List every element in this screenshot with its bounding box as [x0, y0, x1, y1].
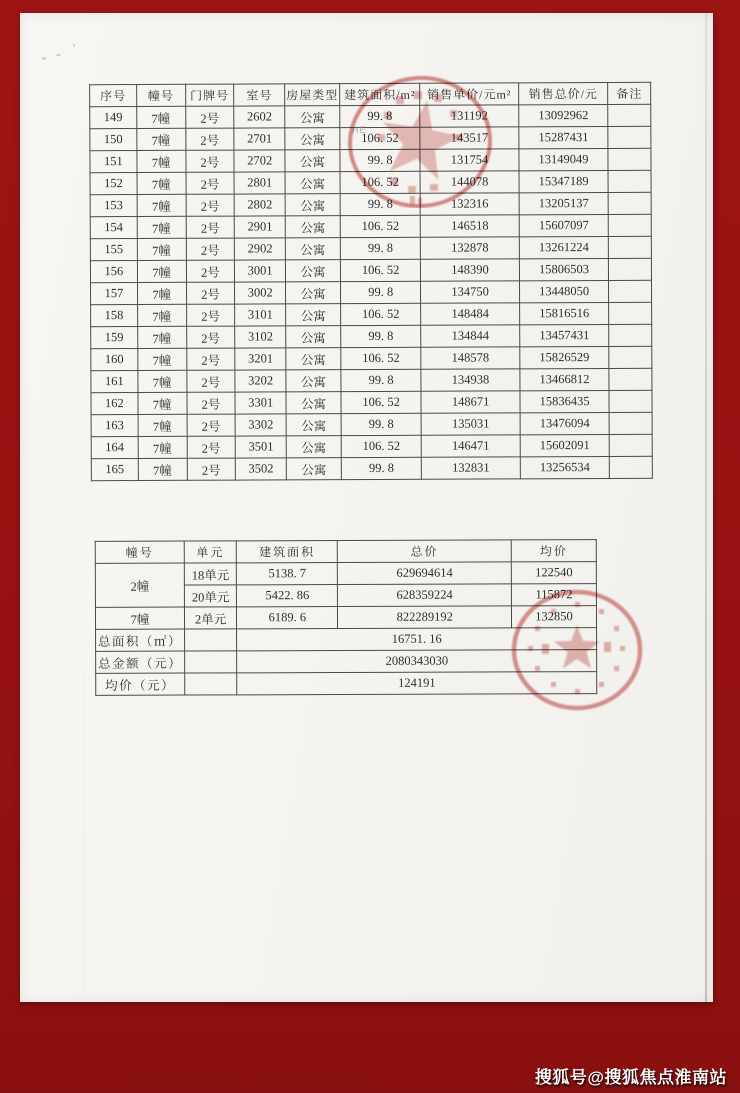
- table-cell: [609, 280, 652, 302]
- column-header: 室号: [234, 84, 285, 106]
- table-header-row: [95, 540, 596, 564]
- document-page: [20, 13, 713, 1002]
- table-cell: 629694614: [338, 562, 512, 585]
- table-cell: 99. 8: [341, 281, 421, 303]
- paper-speck: [42, 57, 46, 60]
- table-cell: 132878: [421, 237, 520, 259]
- building-cell: 7幢: [95, 607, 184, 629]
- table-cell: 7幢: [137, 304, 186, 326]
- table-cell: 2702: [234, 150, 285, 172]
- table-row: [90, 170, 651, 194]
- table-cell: [608, 214, 651, 236]
- table-cell: 3301: [235, 392, 286, 414]
- column-header: 销售总价/元: [518, 82, 608, 104]
- table-cell: 3202: [235, 370, 286, 392]
- table-cell: 153: [90, 195, 137, 217]
- table-cell: 2号: [186, 260, 235, 282]
- table-cell: 2802: [234, 194, 285, 216]
- table-cell: 7幢: [137, 216, 186, 238]
- paper-speck: [73, 44, 75, 47]
- table-cell: [609, 258, 652, 280]
- table-cell: 2号: [186, 326, 235, 348]
- table-cell: 132316: [420, 193, 519, 215]
- table-cell: 134844: [421, 325, 520, 347]
- table-row: [91, 390, 652, 414]
- table-cell: 20单元: [184, 585, 237, 607]
- table-cell: 2单元: [184, 607, 237, 629]
- table-row: [90, 236, 651, 260]
- summary-row: [96, 650, 597, 674]
- table-cell: 150: [90, 129, 137, 151]
- table-cell: 131754: [420, 149, 519, 171]
- table-cell: 15816516: [519, 302, 609, 324]
- table-cell: 公寓: [286, 304, 341, 326]
- table-cell: 131192: [420, 105, 519, 127]
- table-cell: 15806503: [519, 258, 609, 280]
- summary-label: 总面积（㎡）: [96, 629, 185, 651]
- table-cell: [609, 346, 652, 368]
- table-cell: 99. 8: [340, 149, 420, 171]
- column-header: 销售单价/元m²: [420, 83, 519, 105]
- table-cell: 公寓: [285, 194, 340, 216]
- table-cell: 公寓: [285, 238, 340, 260]
- column-header: 建筑面积/m²: [340, 83, 420, 105]
- column-header: 单元: [184, 541, 237, 563]
- table-cell: 15607097: [519, 214, 609, 236]
- table-cell: 7幢: [137, 172, 186, 194]
- faint-print-mark: HE: [352, 125, 367, 135]
- table-cell: 154: [90, 217, 137, 239]
- table-cell: 2号: [186, 238, 235, 260]
- table-cell: [610, 456, 653, 478]
- table-cell: 155: [90, 239, 137, 261]
- table-row: [90, 126, 651, 150]
- table-cell: 2号: [185, 150, 234, 172]
- table-cell: 15347189: [519, 170, 609, 192]
- table-cell: 13448050: [519, 280, 609, 302]
- table-cell: 7幢: [138, 370, 187, 392]
- watermark-text: 搜狐号@搜狐焦点淮南站: [534, 1068, 727, 1087]
- summary-label: 均价（元）: [96, 673, 185, 695]
- table-cell: 106. 52: [341, 303, 421, 325]
- table-cell: 7幢: [137, 238, 186, 260]
- summary-row: [96, 672, 597, 696]
- table-row: [91, 324, 652, 348]
- table-cell: 7幢: [137, 194, 186, 216]
- table-row: [95, 606, 596, 630]
- table-cell: 3001: [235, 260, 286, 282]
- table-cell: 7幢: [137, 150, 186, 172]
- table-cell: [185, 673, 238, 695]
- table-row: [95, 562, 596, 586]
- table-row: [90, 214, 651, 238]
- column-header: 序号: [90, 85, 137, 107]
- table-cell: 2902: [235, 238, 286, 260]
- table-cell: 7幢: [137, 282, 186, 304]
- table-cell: [608, 148, 651, 170]
- table-cell: 7幢: [138, 458, 187, 480]
- table-cell: 2701: [234, 128, 285, 150]
- column-header: 门牌号: [185, 84, 234, 106]
- table-cell: 2801: [234, 172, 285, 194]
- table-cell: 148390: [421, 259, 520, 281]
- table-cell: 99. 8: [340, 237, 420, 259]
- table-cell: 122540: [511, 562, 596, 584]
- table-cell: 157: [91, 283, 138, 305]
- table-cell: 15826529: [520, 346, 610, 368]
- table-cell: [184, 651, 237, 673]
- unit-price-table: [89, 82, 653, 481]
- table-cell: 106. 52: [340, 215, 420, 237]
- table-cell: 106. 52: [341, 347, 421, 369]
- table-cell: 2号: [186, 304, 235, 326]
- table-cell: 149: [90, 107, 137, 129]
- table-cell: 143517: [420, 127, 519, 149]
- table-cell: 106. 52: [341, 435, 421, 457]
- table-row: [90, 258, 651, 282]
- table-cell: 2号: [186, 282, 235, 304]
- table-cell: [608, 126, 651, 148]
- summary-label: 总金额（元）: [96, 651, 185, 673]
- table-cell: 7幢: [137, 260, 186, 282]
- table-row: [90, 148, 651, 172]
- table-cell: 3201: [235, 348, 286, 370]
- table-cell: [608, 170, 651, 192]
- table-row: [91, 412, 652, 436]
- table-cell: 公寓: [286, 414, 341, 436]
- table-cell: 115872: [511, 584, 596, 606]
- table-cell: 公寓: [285, 128, 340, 150]
- table-cell: 公寓: [286, 436, 341, 458]
- summary-table: [95, 539, 598, 696]
- table-cell: 163: [91, 415, 138, 437]
- table-cell: 2号: [187, 414, 236, 436]
- table-cell: 134750: [421, 281, 520, 303]
- table-cell: [609, 236, 652, 258]
- table-cell: 106. 52: [341, 391, 421, 413]
- column-header: 总价: [338, 540, 512, 563]
- table-cell: 2号: [186, 348, 235, 370]
- table-cell: 5422. 86: [237, 585, 338, 607]
- table-cell: 2号: [187, 458, 236, 480]
- table-cell: 7幢: [137, 128, 186, 150]
- column-header: 房屋类型: [285, 84, 340, 106]
- scan-shadow-line: [84, 673, 85, 993]
- summary-value: 2080343030: [237, 650, 597, 673]
- table-cell: 公寓: [286, 458, 341, 480]
- table-cell: 148578: [421, 347, 520, 369]
- table-cell: 134938: [421, 369, 520, 391]
- table-cell: 7幢: [138, 348, 187, 370]
- table-cell: 3101: [235, 304, 286, 326]
- table-cell: 132850: [512, 606, 597, 628]
- table-cell: 公寓: [286, 282, 341, 304]
- table-cell: 161: [91, 371, 138, 393]
- table-cell: 2号: [187, 392, 236, 414]
- table-cell: 7幢: [136, 106, 185, 128]
- table-cell: 822289192: [338, 606, 512, 629]
- column-header: 均价: [511, 540, 596, 562]
- table-cell: 3502: [236, 458, 287, 480]
- table-cell: 公寓: [286, 326, 341, 348]
- table-cell: 13092962: [519, 104, 609, 126]
- table-cell: 135031: [421, 413, 520, 435]
- table-cell: 99. 8: [341, 369, 421, 391]
- table-cell: 公寓: [286, 348, 341, 370]
- table-cell: 公寓: [285, 216, 340, 238]
- table-cell: [609, 412, 652, 434]
- table-cell: 99. 8: [341, 413, 421, 435]
- table-cell: 15287431: [519, 126, 609, 148]
- table-cell: 106. 52: [340, 171, 420, 193]
- table-cell: 13466812: [520, 368, 610, 390]
- table-cell: 144078: [420, 171, 519, 193]
- table-cell: 148484: [421, 303, 520, 325]
- table-cell: 156: [90, 261, 137, 283]
- table-cell: [608, 192, 651, 214]
- table-cell: 148671: [421, 391, 520, 413]
- table-cell: 628359224: [338, 584, 512, 607]
- table-cell: 2901: [235, 216, 286, 238]
- table-cell: 13256534: [520, 456, 610, 478]
- table-cell: 15836435: [520, 390, 610, 412]
- table-cell: [609, 302, 652, 324]
- column-header: 建筑面积: [237, 541, 338, 563]
- table-cell: 13457431: [520, 324, 610, 346]
- column-header: 幢号: [136, 84, 185, 106]
- table-cell: 2号: [185, 106, 234, 128]
- table-cell: 2602: [234, 106, 285, 128]
- column-header: 幢号: [95, 541, 184, 563]
- table-cell: 5138. 7: [237, 563, 338, 585]
- table-cell: 151: [90, 151, 137, 173]
- table-cell: 7幢: [138, 414, 187, 436]
- table-cell: [609, 390, 652, 412]
- table-cell: 6189. 6: [237, 607, 338, 629]
- table-row: [90, 192, 651, 216]
- table-row: [91, 346, 652, 370]
- table-cell: 146471: [421, 435, 520, 457]
- table-cell: 公寓: [286, 392, 341, 414]
- table-cell: 106. 52: [340, 259, 420, 281]
- table-row: [90, 104, 651, 128]
- table-cell: 公寓: [286, 370, 341, 392]
- table-cell: 公寓: [285, 172, 340, 194]
- table-row: [91, 434, 652, 458]
- table-cell: 2号: [185, 128, 234, 150]
- table-cell: 3302: [235, 414, 286, 436]
- table-cell: 公寓: [285, 106, 340, 128]
- table-cell: 2号: [186, 370, 235, 392]
- table-cell: 3102: [235, 326, 286, 348]
- table-cell: 18单元: [184, 563, 237, 585]
- table-cell: 99. 8: [340, 193, 420, 215]
- table-cell: 13261224: [519, 236, 609, 258]
- summary-value: 16751. 16: [237, 628, 597, 651]
- table-cell: [609, 368, 652, 390]
- table-cell: 2号: [186, 216, 235, 238]
- table-cell: 99. 8: [341, 325, 421, 347]
- table-row: [91, 280, 652, 304]
- table-cell: 13205137: [519, 192, 609, 214]
- table-cell: 13149049: [519, 148, 609, 170]
- table-cell: 146518: [420, 215, 519, 237]
- table-cell: 7幢: [138, 392, 187, 414]
- table-cell: [184, 629, 237, 651]
- table-cell: 2号: [186, 194, 235, 216]
- table-cell: 7幢: [137, 326, 186, 348]
- table-cell: 165: [91, 459, 138, 481]
- building-cell: 2幢: [95, 563, 184, 607]
- table-cell: 158: [91, 305, 138, 327]
- table-cell: [609, 324, 652, 346]
- table-cell: 162: [91, 393, 138, 415]
- summary-row: [96, 628, 597, 652]
- table-cell: 152: [90, 173, 137, 195]
- table-row: [91, 368, 652, 392]
- table-cell: 99. 8: [341, 457, 421, 479]
- table-cell: 3002: [235, 282, 286, 304]
- table-cell: 99. 8: [340, 105, 420, 127]
- scan-shadow-line: [705, 13, 707, 1002]
- column-header: 备注: [608, 82, 651, 104]
- paper-speck: [56, 54, 61, 56]
- table-row: [91, 456, 652, 480]
- table-cell: 2号: [187, 436, 236, 458]
- table-cell: 15602091: [520, 434, 610, 456]
- table-cell: 公寓: [286, 260, 341, 282]
- table-cell: 159: [91, 327, 138, 349]
- table-cell: 132831: [422, 457, 521, 479]
- table-cell: 160: [91, 349, 138, 371]
- summary-value: 124191: [237, 672, 597, 695]
- table-cell: 公寓: [285, 150, 340, 172]
- table-cell: 3501: [235, 436, 286, 458]
- table-cell: 106. 52: [340, 127, 420, 149]
- table-cell: 2号: [186, 172, 235, 194]
- table-header-row: [90, 82, 651, 106]
- table-row: [91, 302, 652, 326]
- table-cell: [609, 434, 652, 456]
- table-cell: [608, 104, 651, 126]
- table-cell: 7幢: [138, 436, 187, 458]
- table-cell: 164: [91, 437, 138, 459]
- table-cell: 13476094: [520, 412, 610, 434]
